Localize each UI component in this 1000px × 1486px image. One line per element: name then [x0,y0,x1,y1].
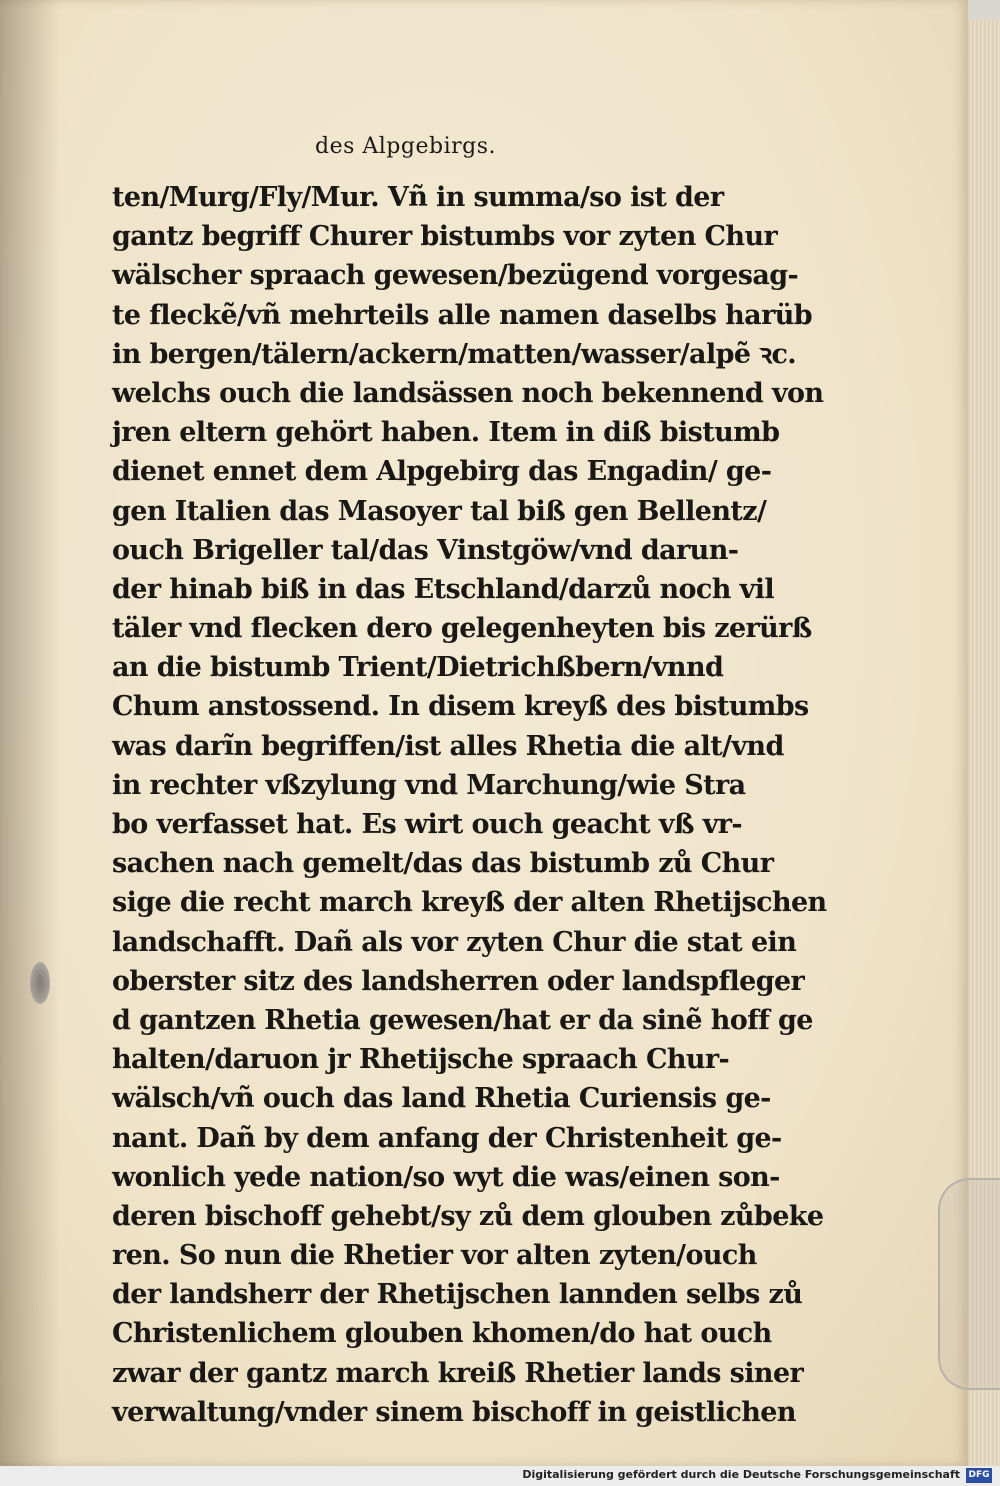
text-line: gen Italien das Masoyer tal biß gen Bellentz/ [112,495,767,527]
text-line: der hinab biß in das Etschland/darzů noch vil [112,573,775,605]
text-block [112,178,827,1432]
text-line: ren. So nun die Rhetier vor alten zyten/ouch [112,1240,757,1272]
page-clip [938,1178,1000,1390]
text-line: was darĩn begriffen/ist alles Rhetia die alt/vnd [112,730,784,762]
text-line: dienet ennet dem Alpgebirg das Engadin/ ge- [112,456,772,488]
funding-credit: Digitalisierung gefördert durch die Deutsche Forschungsgemeinschaft [522,1468,960,1481]
text-line: halten/daruon jr Rhetijsche spraach Chur- [112,1044,730,1076]
text-line: wonlich yede nation/so wyt die was/einen son- [112,1161,780,1193]
text-line: wälscher spraach gewesen/bezügend vorgesag- [112,260,799,292]
binding-hole [30,962,50,1004]
text-line: in rechter vßzylung vnd Marchung/wie Stra [112,769,746,801]
text-line: an die bistumb Trient/Dietrichßbern/vnnd [112,652,724,684]
running-head: des Alpgebirgs. [315,134,496,159]
dfg-logo-icon: DFG [966,1468,992,1483]
text-line: verwaltung/vnder sinem bischoff in geistlichen [112,1396,796,1428]
text-line: sige die recht march kreyß der alten Rhetijschen [112,887,827,919]
text-line: sachen nach gemelt/das das bistumb zů Chur [112,848,774,880]
text-line: te fleckẽ/vñ mehrteils alle namen daselbs harüb [112,299,813,331]
text-line: d gantzen Rhetia gewesen/hat er da sinẽ hoff ge [112,1004,813,1036]
text-line: nant. Dañ by dem anfang der Christenheit ge- [112,1122,782,1154]
text-line: welchs ouch die landsässen noch bekennend von [112,377,824,409]
text-line: Chum anstossend. In disem kreyß des bistumbs [112,691,809,723]
text-line: bo verfasset hat. Es wirt ouch geacht vß vr- [112,809,743,840]
text-line: der landsherr der Rhetijschen lannden selbs zů [112,1279,803,1311]
gutter-shadow [0,0,60,1466]
text-line: ten/Murg/Fly/Mur. Vñ in summa/so ist der [112,182,724,213]
text-line: landschafft. Dañ als vor zyten Chur die stat ein [112,926,797,958]
text-line: deren bischoff gehebt/sy zů dem glouben zůbeke [112,1200,824,1232]
text-line: täler vnd flecken dero gelegenheyten bis zerürß [112,613,812,645]
text-line: in bergen/tälern/ackern/matten/wasser/alpẽ ꝛc. [112,338,797,370]
text-line: Christenlichem glouben khomen/do hat ouch [112,1318,772,1350]
text-line: gantz begriff Churer bistumbs vor zyten Chur [112,221,778,253]
footer-bar [0,1466,1000,1486]
text-line: wälsch/vñ ouch das land Rhetia Curiensis ge- [112,1083,771,1115]
text-line: ouch Brigeller tal/das Vinstgöw/vnd darun- [112,534,739,566]
text-line: zwar der gantz march kreiß Rhetier lands siner [112,1357,804,1389]
text-line: oberster sitz des landsherren oder landspfleger [112,965,805,997]
text-line: jren eltern gehört haben. Item in diß bistumb [112,417,780,449]
